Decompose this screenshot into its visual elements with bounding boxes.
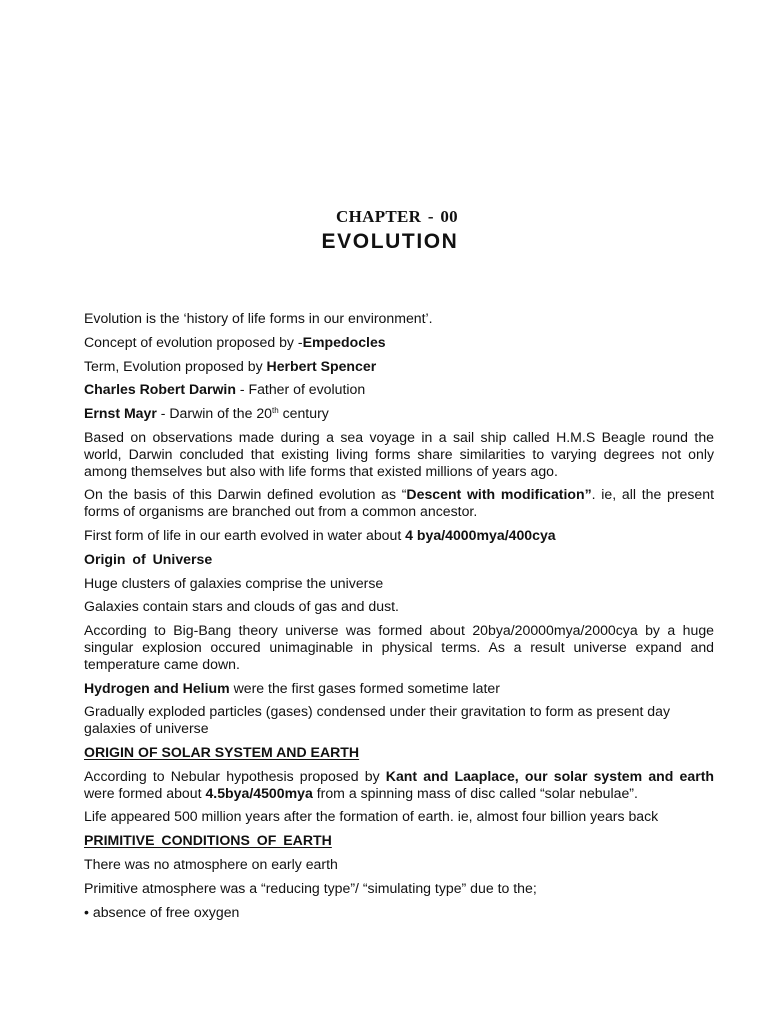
heading-text: ORIGIN OF SOLAR SYSTEM AND EARTH	[84, 743, 360, 760]
text: Based on observations made during a sea voyage in a sail ship called H.M.S Beagle round the world, Darwin concluded that existing living forms share similarities to varying degrees not only among themselves but also with life forms that existed millions of years ago.	[84, 428, 714, 479]
text: - Father of evolution	[235, 381, 366, 398]
text: Primitive atmosphere was a “reducing type”/ “simulating type” due to the;	[84, 879, 537, 896]
text: First form of life in our earth evolved in water about	[84, 526, 406, 543]
section-heading	[84, 832, 714, 849]
text: Life appeared 500 million years after the formation of earth. ie, almost four billion years back	[84, 808, 659, 825]
bullet-item	[84, 904, 714, 921]
document-body	[84, 310, 714, 927]
text: were formed about	[84, 784, 206, 801]
paragraph	[84, 622, 714, 672]
chapter-label: CHAPTER - 00	[336, 207, 458, 226]
text: were the first gases formed sometime later	[229, 679, 500, 696]
paragraph	[84, 381, 714, 398]
text: According to Big-Bang theory universe was formed about 20bya/20000mya/2000cya by a huge singular explosion occured unimaginable in physical terms. As a result universe expand and temperature came down.	[84, 622, 714, 672]
section-heading	[84, 551, 714, 568]
paragraph	[84, 334, 714, 351]
bold-text: Ernst Mayr	[84, 405, 157, 422]
paragraph	[84, 856, 714, 873]
paragraph	[84, 310, 714, 327]
paragraph	[84, 880, 714, 897]
paragraph	[84, 703, 714, 737]
paragraph	[84, 680, 714, 697]
text: Term, Evolution proposed by	[84, 357, 267, 374]
paragraph	[84, 598, 714, 615]
heading-text: PRIMITIVE CONDITIONS OF EARTH	[84, 832, 332, 849]
text: There was no atmosphere on early earth	[84, 855, 338, 872]
bold-text: Hydrogen and Helium	[84, 679, 230, 696]
bold-text: Empedocles	[302, 333, 386, 350]
text: Evolution is the ‘history of life forms in our environment’.	[84, 310, 433, 326]
text: According to Nebular hypothesis proposed by	[84, 767, 386, 784]
paragraph	[84, 486, 714, 520]
bold-text: 4 bya/4000mya/400cya	[405, 526, 556, 543]
text: Huge clusters of galaxies comprise the universe	[84, 574, 384, 591]
text: Galaxies contain stars and clouds of gas and dust.	[84, 598, 399, 615]
paragraph	[84, 768, 714, 802]
bold-text: Kant and Laaplace, our solar system and earth	[385, 767, 715, 784]
text: Gradually exploded particles (gases) condensed under their gravitation to form as present day galaxies of universe	[84, 703, 670, 737]
paragraph	[84, 808, 714, 825]
text: - Darwin of the 20	[156, 405, 272, 422]
heading-text: Origin of Universe	[84, 550, 213, 567]
superscript: th	[272, 406, 279, 416]
bold-text: Charles Robert Darwin	[84, 381, 236, 398]
bold-text: 4.5bya/4500mya	[205, 784, 313, 801]
paragraph	[84, 405, 714, 422]
bold-text: Herbert Spencer	[266, 357, 377, 374]
paragraph	[84, 429, 714, 479]
chapter-title: EVOLUTION	[321, 230, 459, 253]
text: from a spinning mass of disc called “solar nebulae”.	[312, 784, 638, 801]
paragraph	[84, 527, 714, 544]
text: • absence of free oxygen	[84, 903, 240, 920]
text: . ie, all the present forms of organisms are branched out from a common ancestor.	[84, 486, 714, 520]
paragraph	[84, 575, 714, 592]
section-heading	[84, 744, 714, 761]
text: On the basis of this Darwin defined evolution as “	[84, 486, 407, 503]
text: Concept of evolution proposed by -	[84, 333, 303, 350]
text: century	[278, 405, 329, 422]
paragraph	[84, 358, 714, 375]
bold-text: Descent with modification”	[406, 486, 592, 503]
